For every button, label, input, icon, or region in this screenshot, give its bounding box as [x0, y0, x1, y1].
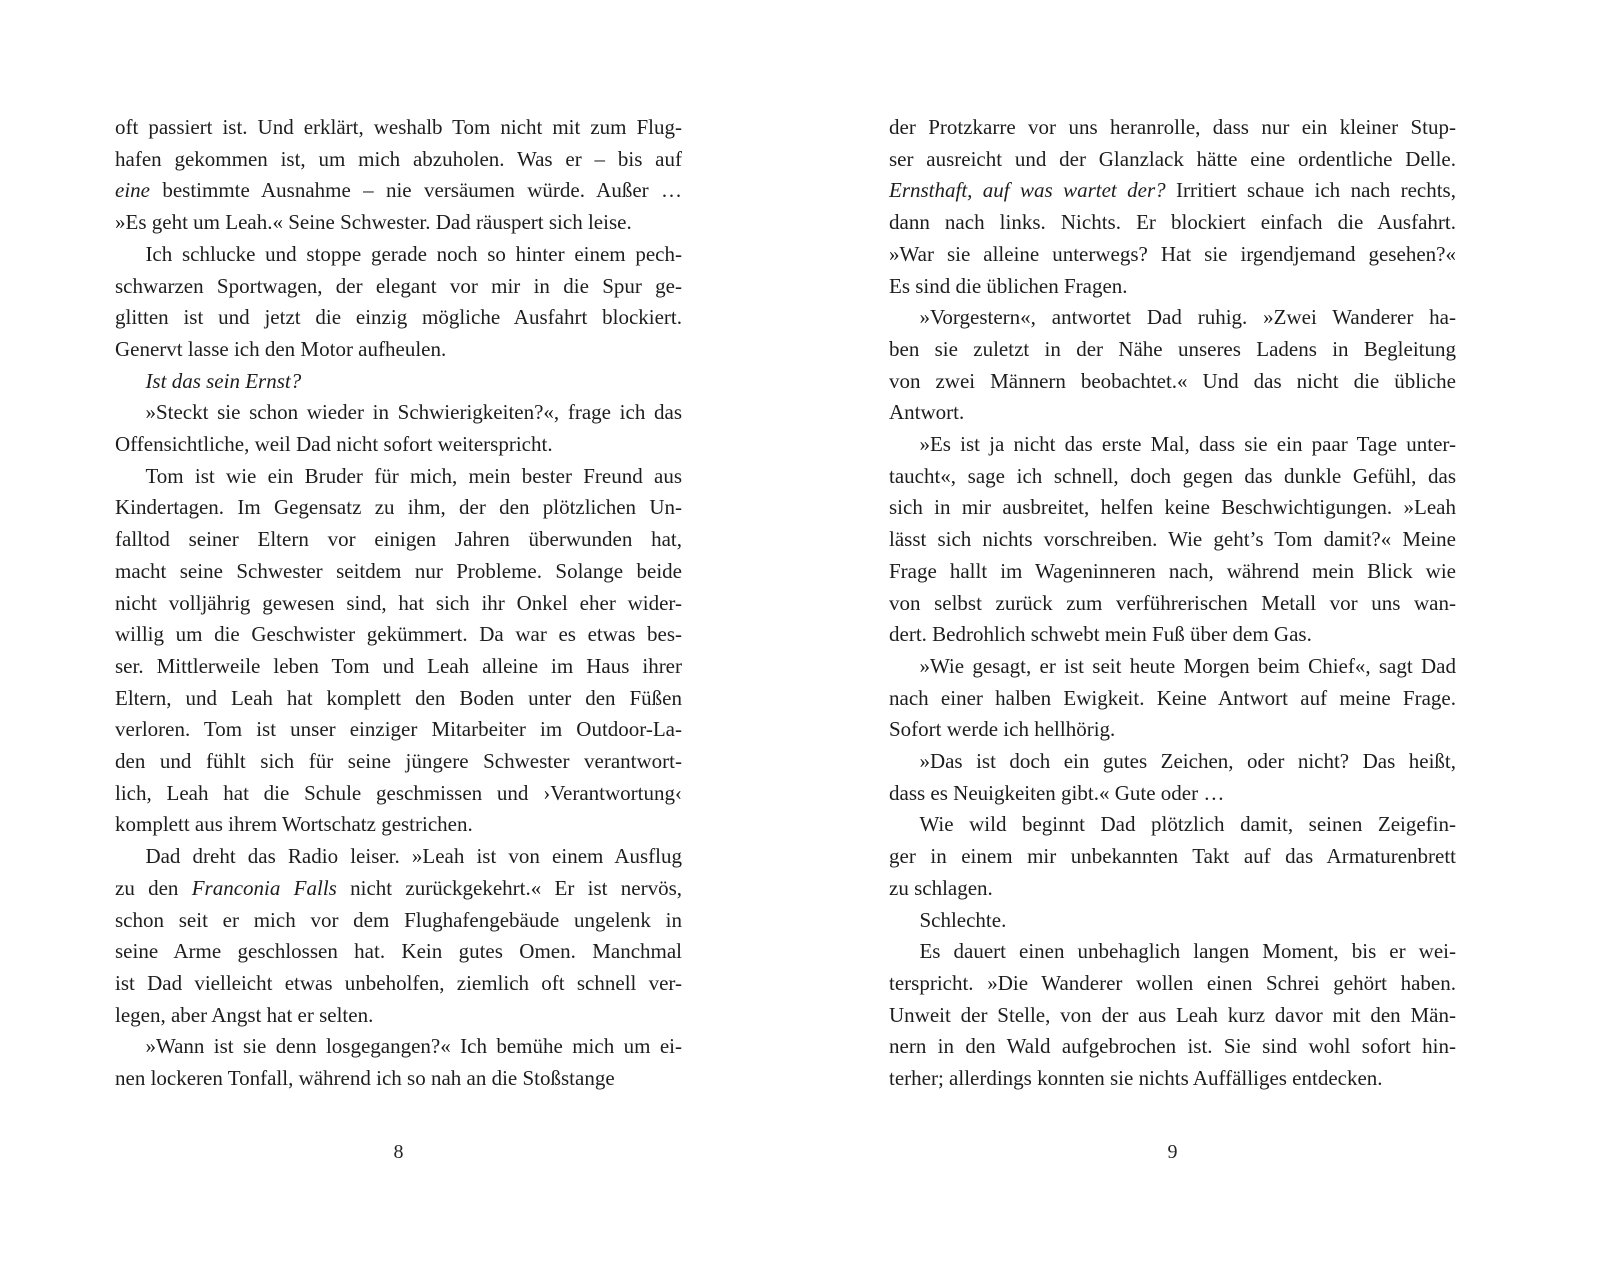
paragraph [889, 429, 1456, 651]
paragraph [889, 651, 1456, 746]
text-line: der Protzkarre vor uns heranrolle, dass nur ein kleiner Stup- [889, 115, 1456, 139]
text-line: von selbst zurück zum verführerischen Metall vor uns wan- [889, 590, 1456, 615]
page-right-text [889, 112, 1456, 1095]
text-line: »Das ist doch ein gutes Zeichen, oder nicht? Das heißt, [919, 749, 1456, 774]
text-line: »Wann ist sie denn losgegangen?« Ich bemühe mich um ei- [145, 1034, 682, 1059]
text-line: schwarzen Sportwagen, der elegant vor mir in die Spur ge- [115, 273, 682, 298]
text-line: hafen gekommen ist, um mich abzuholen. Was er – bis auf [115, 146, 682, 171]
text-line: ben sie zuletzt in der Nähe unseres Ladens in Begleitung [889, 336, 1456, 361]
text-line: falltod seiner Eltern vor einigen Jahren überwunden hat, [115, 527, 682, 552]
text-line: Frage hallt im Wageninneren nach, während mein Blick wie [889, 558, 1456, 583]
text-line: glitten ist und jetzt die einzig mögliche Ausfahrt blockiert. [115, 305, 682, 330]
text-line: willig um die Geschwister gekümmert. Da war es etwas bes- [115, 622, 682, 647]
text-line: »Steckt sie schon wieder in Schwierigkeiten?«, frage ich das [145, 400, 682, 425]
text-line: Es sind die üblichen Fragen. [889, 273, 1128, 298]
text-line: »War sie alleine unterwegs? Hat sie irgendjemand gesehen?« [889, 241, 1456, 266]
text-line: Tom ist wie ein Bruder für mich, mein bester Freund aus [145, 463, 682, 488]
text-line: taucht«, sage ich schnell, doch gegen das dunkle Gefühl, das [889, 463, 1456, 488]
text-line: dass es Neuigkeiten gibt.« Gute oder … [889, 780, 1225, 805]
text-line: nen lockeren Tonfall, während ich so nah an die Stoßstange [115, 1066, 615, 1091]
paragraph [889, 905, 1456, 937]
text-line: terspricht. »Die Wanderer wollen einen Schrei gehört haben. [889, 970, 1456, 995]
text-line: ist Dad vielleicht etwas unbeholfen, ziemlich oft schnell ver- [115, 970, 682, 995]
text-line: Ist das sein Ernst? [145, 368, 302, 393]
text-line: Antwort. [889, 400, 965, 425]
paragraph [889, 302, 1456, 429]
text-line: lich, Leah hat die Schule geschmissen und ›Verantwortung‹ [115, 780, 682, 805]
paragraph [889, 936, 1456, 1095]
text-line: »Wie gesagt, er ist seit heute Morgen beim Chief«, sagt Dad [919, 653, 1456, 678]
text-line: »Es ist ja nicht das erste Mal, dass sie ein paar Tage unter- [919, 432, 1456, 457]
text-line: sich in mir ausbreitet, helfen keine Beschwichtigungen. »Leah [889, 495, 1456, 520]
text-line: Kindertagen. Im Gegensatz zu ihm, der den plötzlichen Un- [115, 495, 682, 520]
paragraph [115, 1031, 682, 1094]
text-line: Ernsthaft, auf was wartet der? Irritiert schaue ich nach rechts, [889, 178, 1456, 203]
text-line: nach einer halben Ewigkeit. Keine Antwort auf meine Frage. [889, 685, 1456, 710]
text-line: »Vorgestern«, antwortet Dad ruhig. »Zwei Wanderer ha- [919, 305, 1456, 330]
text-line: macht seine Schwester seitdem nur Probleme. Solange beide [115, 558, 682, 583]
text-line: dert. Bedrohlich schwebt mein Fuß über dem Gas. [889, 622, 1312, 647]
text-line: nicht volljährig gewesen sind, hat sich ihr Onkel eher wider- [115, 590, 682, 615]
text-line: eine bestimmte Ausnahme – nie versäumen würde. Außer … [115, 178, 682, 203]
text-line: legen, aber Angst hat er selten. [115, 1002, 374, 1027]
text-line: verloren. Tom ist unser einziger Mitarbeiter im Outdoor-La- [115, 717, 682, 742]
text-line: von zwei Männern beobachtet.« Und das nicht die übliche [889, 368, 1456, 393]
page-left-number: 8 [393, 1141, 404, 1163]
text-line: Offensichtliche, weil Dad nicht sofort weiterspricht. [115, 432, 553, 457]
text-line: den und fühlt sich für seine jüngere Schwester verantwort- [115, 749, 682, 774]
text-line: Dad dreht das Radio leiser. »Leah ist von einem Ausflug [145, 844, 682, 869]
text-line: Ich schlucke und stoppe gerade noch so hinter einem pech- [145, 241, 682, 266]
paragraph [115, 397, 682, 460]
paragraph [115, 366, 682, 398]
text-line: schon seit er mich vor dem Flughafengebäude ungelenk in [115, 907, 682, 932]
text-line: ger in einem mir unbekannten Takt auf das Armaturenbrett [889, 844, 1456, 869]
page-left-text [115, 112, 682, 1095]
paragraph [115, 461, 682, 841]
text-line: oft passiert ist. Und erklärt, weshalb Tom nicht mit zum Flug- [115, 115, 682, 139]
text-line: Sofort werde ich hellhörig. [889, 717, 1116, 742]
page-right-number: 9 [1167, 1141, 1178, 1163]
text-line: Eltern, und Leah hat komplett den Boden unter den Füßen [115, 685, 682, 710]
text-line: nern in den Wald aufgebrochen ist. Sie sind wohl sofort hin- [889, 1034, 1456, 1059]
text-line: »Es geht um Leah.« Seine Schwester. Dad räuspert sich leise. [115, 210, 632, 235]
text-line: lässt sich nichts vorschreiben. Wie geht’s Tom damit?« Meine [889, 527, 1456, 552]
text-line: zu den Franconia Falls nicht zurückgekehrt.« Er ist nervös, [115, 875, 682, 900]
text-line: Schlechte. [919, 907, 1007, 932]
text-line: Unweit der Stelle, von der aus Leah kurz davor mit den Män- [889, 1002, 1456, 1027]
text-line: terher; allerdings konnten sie nichts Auffälliges entdecken. [889, 1066, 1383, 1091]
paragraph [115, 239, 682, 366]
text-line: Es dauert einen unbehaglich langen Moment, bis er wei- [919, 939, 1456, 964]
paragraph [115, 841, 682, 1031]
text-line: ser ausreicht und der Glanzlack hätte eine ordentliche Delle. [889, 146, 1456, 171]
paragraph [889, 809, 1456, 904]
paragraph [889, 112, 1456, 302]
paragraph [889, 746, 1456, 809]
text-line: zu schlagen. [889, 875, 993, 900]
paragraph [115, 112, 682, 239]
text-line: Wie wild beginnt Dad plötzlich damit, seinen Zeigefin- [919, 812, 1456, 837]
text-line: komplett aus ihrem Wortschatz gestrichen. [115, 812, 473, 837]
text-line: dann nach links. Nichts. Er blockiert einfach die Ausfahrt. [889, 210, 1456, 235]
text-line: ser. Mittlerweile leben Tom und Leah alleine im Haus ihrer [115, 653, 682, 678]
text-line: Genervt lasse ich den Motor aufheulen. [115, 336, 447, 361]
text-line: seine Arme geschlossen hat. Kein gutes Omen. Manchmal [115, 939, 682, 964]
